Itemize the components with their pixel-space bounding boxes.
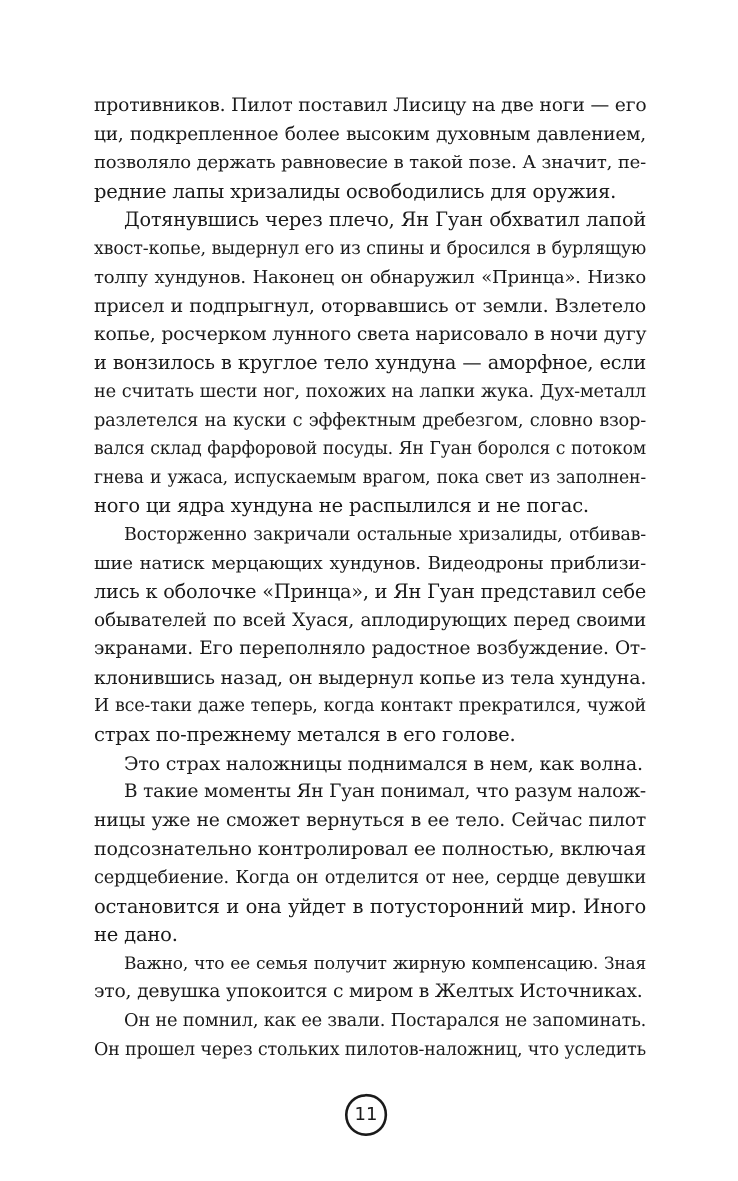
text-line: не считать шести ног, похожих на лапки жука. Дух-металл [94,381,646,402]
text-line: разлетелся на куски с эффектным дребезгом, словно взор- [94,410,646,431]
text-line: хвост-копье, выдернул его из спины и бросился в бурлящую [94,238,646,259]
page-number: 11 [354,1104,378,1125]
text-line: страх по-прежнему метался в его голове. [94,723,516,747]
text-line: сердцебиение. Когда он отделится от нее, сердце девушки [94,868,646,889]
text-line: гнева и ужаса, испускаемым врагом, пока свет из заполнен- [94,467,646,488]
text-line: ци, подкрепленное более высоким духовным давлением, [94,123,646,145]
text-line: экранами. Его переполняло радостное возбуждение. От- [94,638,646,660]
text-line: ного ци ядра хундуна не распылился и не погас. [94,494,589,518]
text-line: Восторженно закричали остальные хризалиды, отбивав- [124,524,646,545]
text-line: вался склад фарфоровой посуды. Ян Гуан боролся с потоком [94,439,646,460]
text-line: позволяло держать равновесие в такой позе. А значит, пе- [94,152,646,174]
text-line: не дано. [94,923,178,947]
text-line: клонившись назад, он выдернул копье из тела хундуна. [94,666,647,689]
text-line: Дотянувшись через плечо, Ян Гуан обхватил лапой [124,208,646,232]
text-line: ницы уже не сможет вернуться в ее тело. Сейчас пилот [94,809,646,831]
text-line: Это страх наложницы поднимался в нем, как волна. [124,752,643,775]
text-line: толпу хундунов. Наконец он обнаружил «Принца». Низко [94,266,646,288]
text-line: остановится и она уйдет в потусторонний мир. Иного [94,894,646,918]
text-line: обывателей по всей Хуася, аплодирующих перед своими [94,609,646,631]
text-line: И все-таки даже теперь, когда контакт прекратился, чужой [94,696,646,717]
text-line: присел и подпрыгнул, оторвавшись от земли. Взлетело [94,295,646,318]
text-line: шие натиск мерцающих хундунов. Видеодроны приблизи- [94,552,646,574]
text-line: лись к оболочке «Принца», и Ян Гуан представил себе [94,580,647,604]
text-line: противников. Пилот поставил Лисицу на две ноги — его [94,95,647,116]
text-line: Важно, что ее семья получит жирную компенсацию. Зная [124,953,646,974]
text-line: Он прошел через стольких пилотов-наложниц, что уследить [94,1039,646,1060]
page-number-badge [343,1092,389,1138]
text-line: Он не помнил, как ее звали. Постарался не запоминать. [124,1011,647,1031]
text-line: В такие моменты Ян Гуан понимал, что разум налож- [124,781,646,803]
text-line: копье, росчерком лунного света нарисовало в ночи дугу [94,323,647,345]
text-line: и вонзилось в круглое тело хундуна — аморфное, если [94,351,646,375]
page-body-text [94,92,646,1064]
text-line: подсознательно контролировал ее полностью, включая [94,838,646,861]
text-line: это, девушка упокоится с миром в Желтых Источниках. [94,981,643,1003]
text-line: редние лапы хризалиды освободились для оружия. [94,179,617,203]
